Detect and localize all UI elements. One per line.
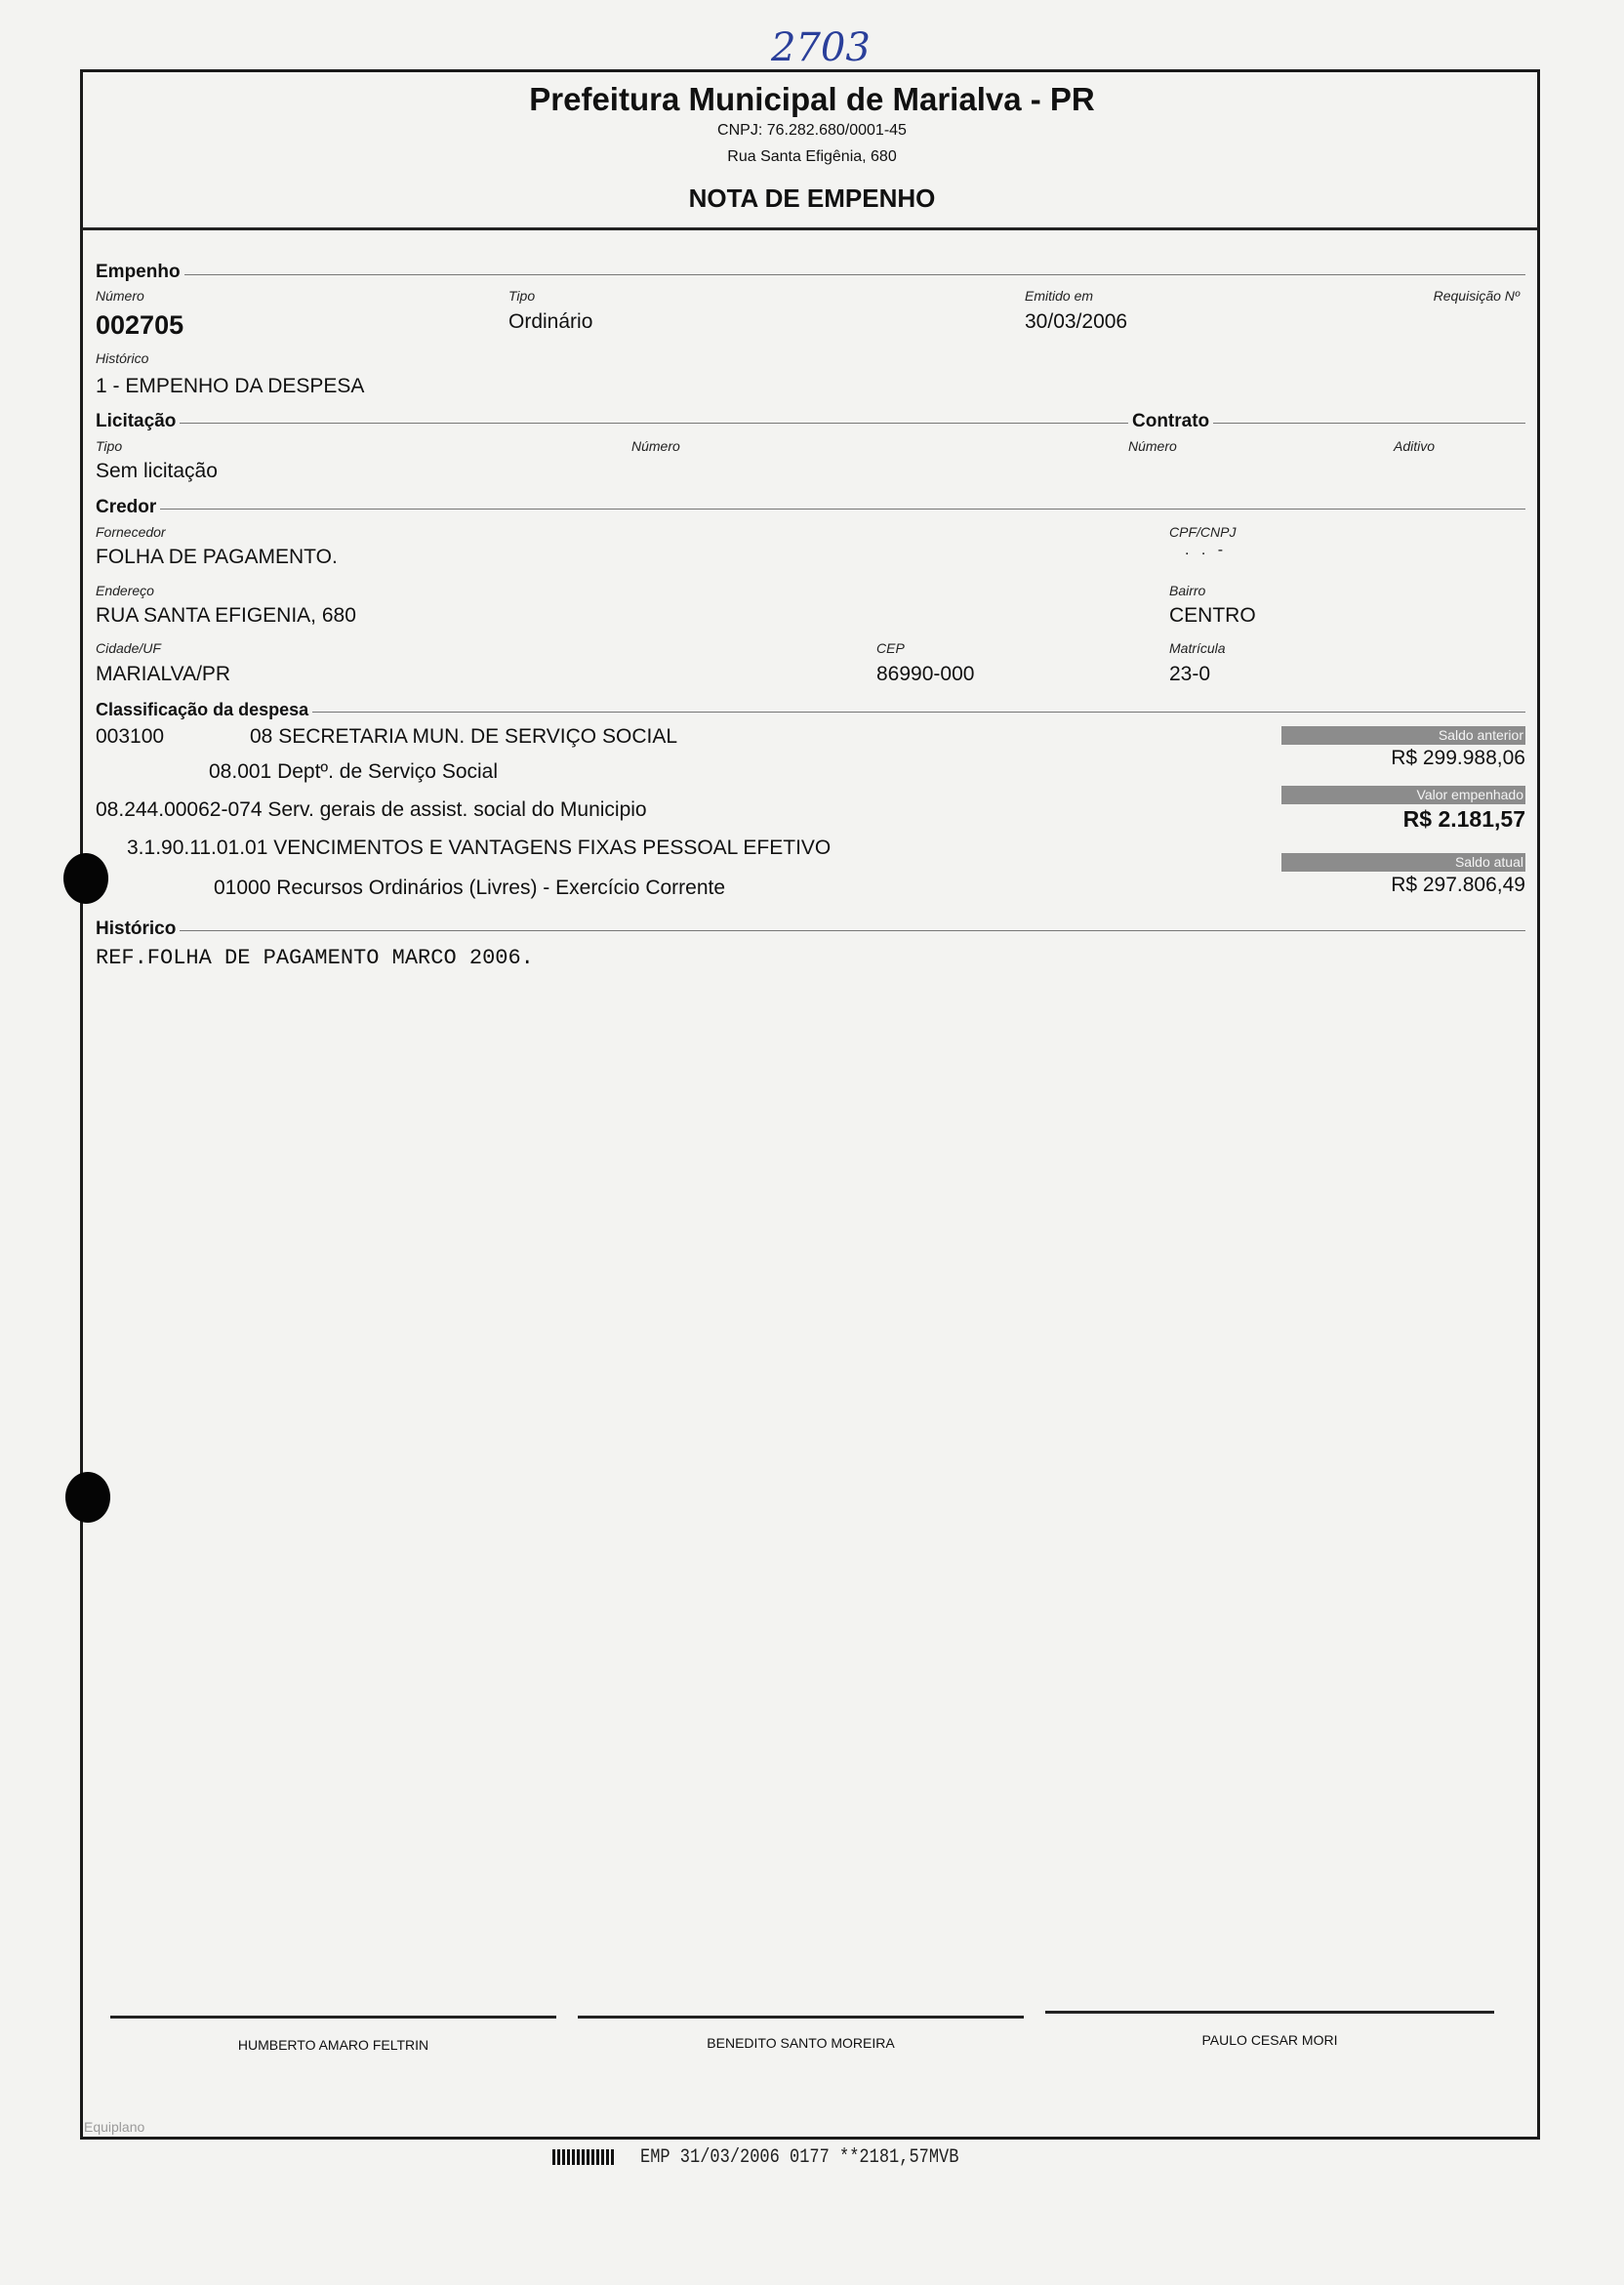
cpf-value: . . - [1185, 542, 1228, 558]
cpf-label: CPF/CNPJ [1169, 524, 1237, 540]
historico-section: Histórico [96, 918, 180, 940]
valor-empenhado: R$ 2.181,57 [1402, 806, 1525, 832]
bairro-label: Bairro [1169, 583, 1206, 598]
licitacao-numero-label: Número [631, 438, 680, 454]
matricula: 23-0 [1169, 663, 1211, 685]
saldo-atual-bar: Saldo atual [1281, 853, 1525, 872]
signature-line-2 [578, 2016, 1024, 2019]
empenho-rule [96, 274, 1525, 275]
matricula-label: Matrícula [1169, 640, 1226, 656]
classificacao-org: 08 SECRETARIA MUN. DE SERVIÇO SOCIAL [250, 725, 678, 748]
classificacao-element: 3.1.90.11.01.01 VENCIMENTOS E VANTAGENS FIXAS PESSOAL EFETIVO [127, 836, 832, 859]
saldo-anterior: R$ 299.988,06 [1391, 747, 1525, 769]
cidade: MARIALVA/PR [96, 663, 231, 685]
licitacao-section: Licitação [96, 411, 180, 432]
valor-empenhado-bar: Valor empenhado [1281, 786, 1525, 804]
doc-title: NOTA DE EMPENHO [688, 184, 936, 213]
footer-brand: Equiplano [84, 2119, 145, 2135]
licitacao-tipo-label: Tipo [96, 438, 123, 454]
saldo-anterior-bar: Saldo anterior [1281, 726, 1525, 745]
contrato-section: Contrato [1128, 411, 1213, 432]
contrato-aditivo-label: Aditivo [1394, 438, 1436, 454]
cnpj: CNPJ: 76.282.680/0001-45 [717, 122, 907, 139]
empenho-historico: 1 - EMPENHO DA DESPESA [96, 375, 365, 397]
credor-rule [96, 509, 1525, 510]
signature-line-3 [1045, 2011, 1494, 2014]
tipo-label: Tipo [508, 288, 536, 304]
signature-name-3: PAULO CESAR MORI [1201, 2032, 1338, 2048]
classificacao-resource: 01000 Recursos Ordinários (Livres) - Exercício Corrente [214, 877, 726, 899]
endereco: RUA SANTA EFIGENIA, 680 [96, 604, 356, 627]
bottom-stamp: EMP 31/03/2006 0177 **2181,57MVB [640, 2146, 959, 2169]
cep-label: CEP [876, 640, 905, 656]
cep: 86990-000 [876, 663, 975, 685]
punch-hole-top [63, 853, 108, 904]
handwritten-number: 2703 [771, 25, 871, 70]
contrato-numero-label: Número [1128, 438, 1177, 454]
licitacao-rule [96, 423, 1525, 424]
classificacao-section: Classificação da despesa [96, 700, 312, 720]
header-divider [82, 227, 1538, 230]
historico-text: REF.FOLHA DE PAGAMENTO MARCO 2006. [96, 946, 534, 970]
requisicao-label: Requisição Nº [1433, 288, 1520, 304]
cidade-label: Cidade/UF [96, 640, 161, 656]
empenho-numero: 002705 [96, 310, 184, 340]
emitido-date: 30/03/2006 [1025, 310, 1128, 333]
fornecedor-label: Fornecedor [96, 524, 166, 540]
endereco-label: Endereço [96, 583, 154, 598]
empenho-section: Empenho [96, 262, 184, 283]
emitido-label: Emitido em [1025, 288, 1094, 304]
empenho-tipo: Ordinário [508, 310, 593, 333]
bairro: CENTRO [1169, 604, 1256, 627]
historico-rule [96, 930, 1525, 931]
punch-hole-bottom [65, 1472, 110, 1523]
classificacao-unit: 08.001 Deptº. de Serviço Social [209, 760, 499, 783]
classificacao-code: 003100 [96, 725, 165, 748]
signature-name-1: HUMBERTO AMARO FELTRIN [237, 2037, 429, 2053]
credor-section: Credor [96, 497, 160, 518]
saldo-atual: R$ 297.806,49 [1391, 874, 1525, 896]
signature-name-2: BENEDITO SANTO MOREIRA [707, 2035, 895, 2051]
classificacao-func: 08.244.00062-074 Serv. gerais de assist. social do Municipio [96, 798, 647, 821]
licitacao-tipo: Sem licitação [96, 460, 218, 482]
address: Rua Santa Efigênia, 680 [727, 148, 897, 165]
historico-label: Histórico [96, 350, 149, 366]
fornecedor: FOLHA DE PAGAMENTO. [96, 546, 338, 568]
barcode-mark [552, 2149, 615, 2165]
page-title: Prefeitura Municipal de Marialva - PR [529, 81, 1095, 117]
numero-label: Número [96, 288, 144, 304]
signature-line-1 [110, 2016, 556, 2019]
